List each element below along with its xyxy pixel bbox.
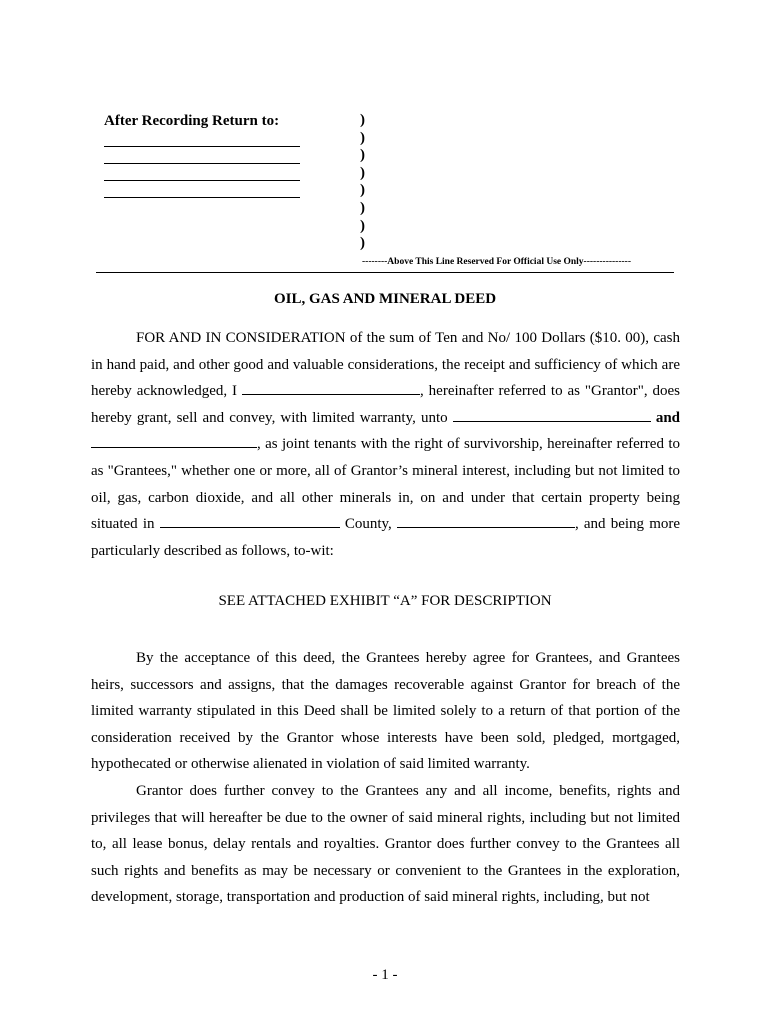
county-blank[interactable] — [160, 513, 340, 528]
bracket: ) — [360, 182, 365, 199]
bracket: ) — [360, 147, 365, 164]
bracket: ) — [360, 235, 365, 252]
bracket: ) — [360, 164, 365, 181]
and-word: and — [655, 409, 680, 426]
separator-rule — [96, 272, 674, 273]
return-address-block — [104, 112, 300, 198]
bracket: ) — [360, 217, 365, 234]
return-label: After Recording Return to: — [104, 113, 280, 129]
exhibit-reference: SEE ATTACHED EXHIBIT “A” FOR DESCRIPTION — [218, 593, 552, 609]
bracket: ) — [360, 129, 365, 146]
page-number: - 1 - — [372, 967, 398, 983]
para1-text-3: , as joint tenants with the right of survivorship, hereinafter referred to as "Grantees," whether one or more, all of Grantor’s mineral interest, including but not limited to oil, gas, carbon dioxide, and all other minerals in, on and under that certain property being situated in — [91, 436, 680, 533]
consideration-paragraph — [91, 325, 680, 564]
return-address-line-3[interactable] — [104, 164, 300, 181]
para1-text-5: , and being more particularly described as follows, to-wit: — [91, 516, 681, 559]
para1-text-4: County, — [344, 516, 392, 533]
grantee-2-blank[interactable] — [91, 433, 257, 448]
reserved-notice: --------Above This Line Reserved For Official Use Only--------------- — [362, 257, 632, 267]
return-address-line-1[interactable] — [104, 130, 300, 147]
deed-title: OIL, GAS AND MINERAL DEED — [273, 291, 497, 307]
bracket: ) — [360, 199, 365, 216]
rights-paragraph: Grantor does further convey to the Grantees any and all income, benefits, rights and privileges that will hereafter be due to the owner of said mineral rights, including but not limited to, all lease bonus, delay rentals and royalties. Grantor does further convey to the Grantees all such rights and benefits as may be necessary or convenient to the Grantees in the exploration, development, storage, transportation and production of said mineral rights, including, but not — [91, 783, 680, 906]
grantee-1-blank[interactable] — [453, 407, 651, 422]
return-address-line-4[interactable] — [104, 181, 300, 198]
official-use-separator — [96, 257, 674, 273]
state-blank[interactable] — [397, 513, 575, 528]
bracket-column — [360, 112, 365, 253]
grantor-name-blank[interactable] — [242, 380, 420, 395]
para1-text-2: , hereinafter referred to as "Grantor", does hereby grant, sell and convey, with limited warranty, unto — [91, 383, 681, 426]
bracket: ) — [360, 112, 365, 128]
para1-text-1: FOR AND IN CONSIDERATION of the sum of Ten and No/ 100 Dollars ($10. 00), cash in hand paid, and other good and valuable considerations, the receipt and sufficiency of which are hereby acknowledged, I — [91, 330, 680, 400]
return-address-line-2[interactable] — [104, 147, 300, 164]
warranty-paragraph: By the acceptance of this deed, the Grantees hereby agree for Grantees, and Grantees heirs, successors and assigns, that the damages recoverable against Grantor for breach of the limited warranty stipulated in this Deed shall be limited solely to a return of that portion of the consideration received by the Grantor whose interests have been sold, pledged, mortgaged, hypothecated or otherwise alienated in violation of said limited warranty. — [91, 650, 680, 773]
